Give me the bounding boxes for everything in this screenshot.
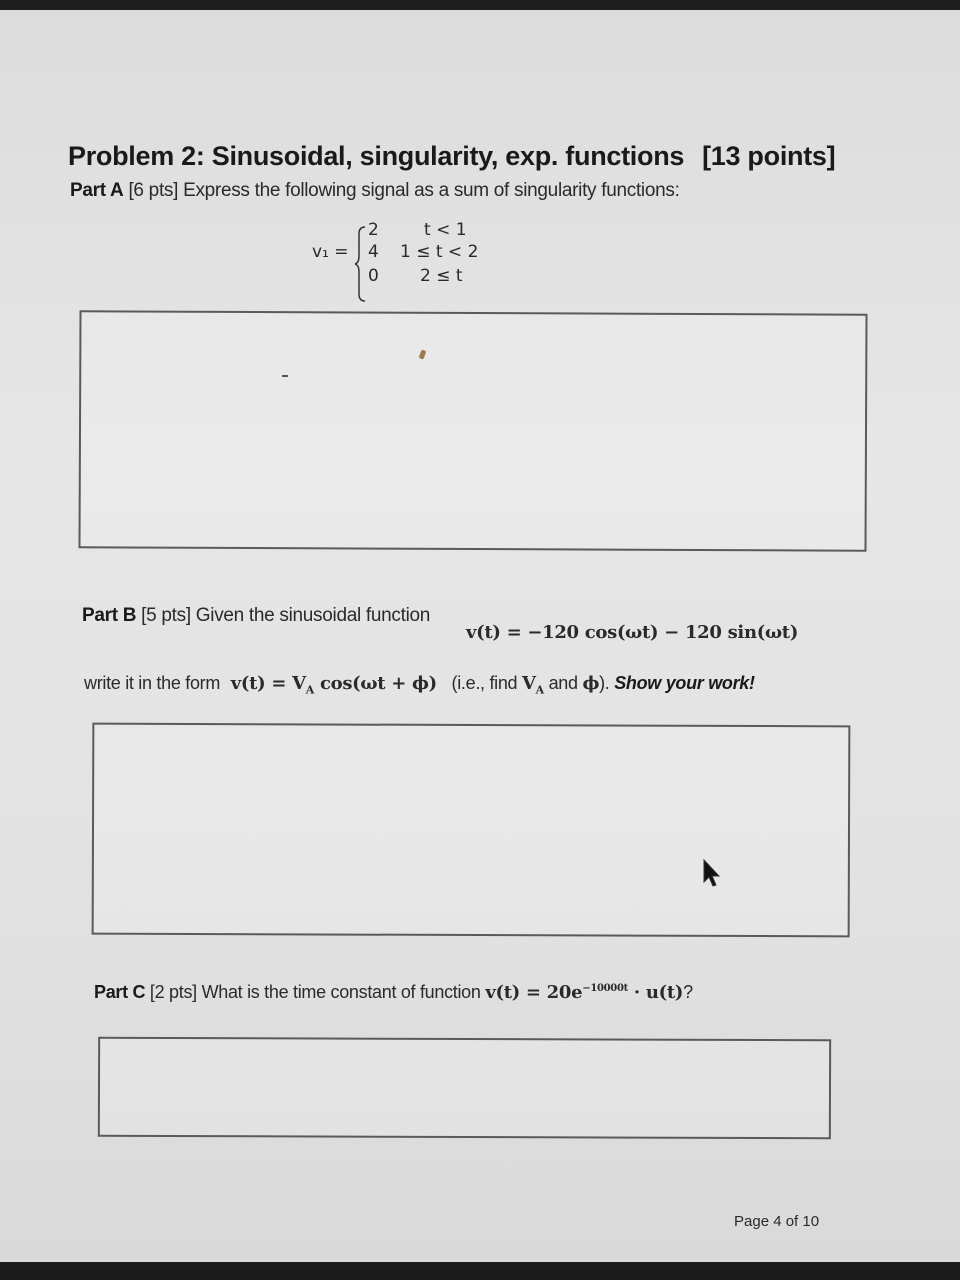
part-c-equation-rhs: · u(t) [627, 982, 684, 1003]
part-a-answer-box[interactable] [78, 310, 867, 551]
part-a-text: Express the following signal as a sum of singularity functions: [183, 180, 680, 201]
part-c-equation [485, 982, 683, 1003]
part-b-find-phi: ϕ [582, 673, 600, 694]
part-c-label: Part C [94, 982, 146, 1002]
part-c-prompt [94, 982, 693, 1003]
form-equation-rhs: cos(ωt + ϕ) [314, 673, 437, 694]
part-c-exponent: −10000t [582, 983, 628, 994]
part-c-text: What is the time constant of function [201, 982, 481, 1002]
problem-title-text: Problem 2: Sinusoidal, singularity, exp. functions [68, 141, 685, 171]
problem-points: [13 points] [702, 141, 836, 171]
piecewise-brace [354, 226, 366, 302]
mouse-pointer-icon [700, 858, 724, 888]
piecewise-row-2-value: 4 [368, 242, 379, 262]
piecewise-lhs: v₁ = [312, 242, 349, 262]
piecewise-row-3-condition: 2 ≤ t [420, 266, 463, 286]
part-b-emphasis: Show your work! [614, 673, 755, 693]
part-b-prompt [82, 605, 430, 627]
find-var-subscript: A [535, 683, 544, 697]
part-c-answer-box[interactable] [98, 1037, 831, 1140]
part-b-form-prefix: write it in the form [84, 673, 221, 693]
part-b-find-suffix: ). [599, 673, 610, 693]
part-c-question-mark: ? [683, 982, 693, 1002]
part-b-text: Given the sinusoidal function [195, 605, 431, 626]
piecewise-row-3-value: 0 [368, 266, 379, 286]
part-c-equation-lhs: v(t) = 20e [485, 982, 583, 1003]
monitor-bezel-bottom [0, 1262, 960, 1280]
find-var-letter: V [521, 673, 536, 694]
part-c-points: [2 pts] [149, 982, 197, 1002]
form-equation-lhs: v(t) = V [230, 673, 306, 694]
part-b-equation: v(t) = −120 cos(ωt) − 120 sin(ωt) [466, 622, 799, 643]
part-b-form-line [84, 673, 755, 697]
part-a-label: Part A [70, 180, 124, 201]
problem-title [68, 141, 835, 172]
part-b-label: Part B [82, 605, 137, 626]
document-page [0, 10, 960, 1266]
part-b-find-var [521, 673, 544, 697]
part-b-answer-box[interactable] [92, 723, 851, 938]
part-b-find-and: and [548, 673, 578, 693]
page-number: Page 4 of 10 [734, 1213, 820, 1230]
part-a-prompt [70, 180, 680, 202]
part-b-find-prefix: (i.e., find [451, 673, 518, 693]
piecewise-row-1-condition: t < 1 [424, 220, 467, 240]
piecewise-row-1-value: 2 [368, 220, 379, 240]
piecewise-row-2-condition: 1 ≤ t < 2 [400, 242, 479, 262]
stray-mark [282, 375, 288, 377]
part-b-points: [5 pts] [141, 605, 191, 626]
form-equation-subscript: A [305, 683, 314, 697]
part-a-points: [6 pts] [128, 180, 179, 201]
part-b-form-equation [230, 673, 437, 697]
